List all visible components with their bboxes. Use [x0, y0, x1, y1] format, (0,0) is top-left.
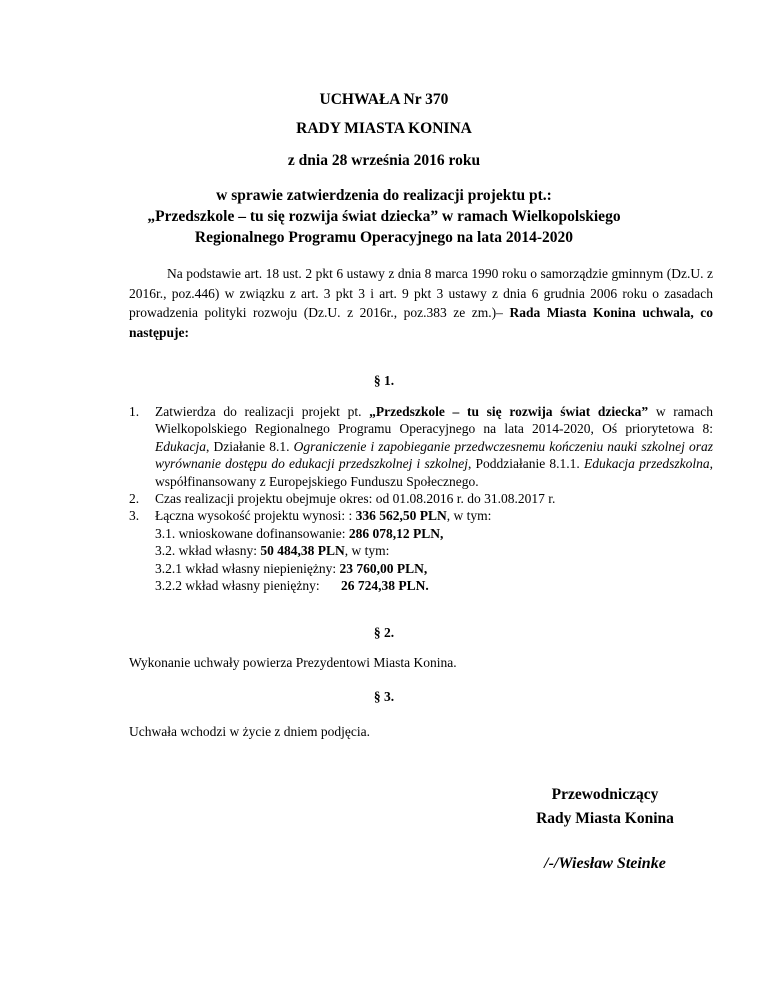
signature-body: Rady Miasta Konina	[536, 810, 674, 827]
item-text: , współfinansowany z Europejskiego Funduszu Społecznego.	[155, 456, 713, 489]
sub-item	[155, 560, 713, 577]
issuer: RADY MIASTA KONINA	[296, 120, 472, 137]
item-text: Łączna wysokość projektu wynosi: :	[155, 508, 356, 524]
sub-item	[155, 577, 713, 594]
section-heading: § 2.	[373, 625, 395, 640]
section-heading: § 3.	[373, 689, 395, 704]
sub-item-value: 50 484,38 PLN	[260, 543, 345, 559]
subject-line: Regionalnego Programu Operacyjnego na lata 2014-2020	[194, 229, 574, 246]
item-text: , w tym:	[446, 508, 492, 524]
section-3-text: Uchwała wchodzi w życie z dniem podjęcia.	[129, 724, 371, 739]
sub-item-label: 3.1. wnioskowane dofinansowanie:	[155, 525, 349, 541]
sub-item-value: 23 760,00 PLN,	[339, 560, 428, 576]
item-text: , Poddziałanie 8.1.1.	[467, 456, 584, 472]
legal-basis-bold: Rada Miasta Konina uchwala, co następuje:	[129, 305, 713, 340]
sub-item-label: 3.2. wkład własny:	[155, 543, 261, 559]
list-item	[129, 507, 713, 594]
total-amount: 336 562,50 PLN	[355, 508, 447, 524]
signature-name: /-/Wiesław Steinke	[544, 855, 666, 872]
sub-item	[155, 542, 713, 559]
sub-item-value: 26 724,38 PLN.	[340, 578, 429, 594]
item-text: w ramach Wielkopolskiego Regionalnego Programu Operacyjnego na lata 2014-2020, Oś priorytetowa 8:	[155, 404, 713, 437]
subject-line: „Przedszkole – tu się rozwija świat dziecka” w ramach Wielkopolskiego	[147, 208, 621, 225]
item-italic: Edukacja	[155, 438, 206, 454]
item-text: Czas realizacji projektu obejmuje okres: od 01.08.2016 r. do 31.08.2017 r.	[155, 491, 556, 507]
item-italic: Edukacja przedszkolna	[583, 456, 710, 472]
resolution-title: UCHWAŁA Nr 370	[319, 91, 449, 108]
item-italic: Ograniczenie i zapobieganie przedwczesnemu kończeniu nauki szkolnej oraz wyrównanie dostępu do edukacji przedszkolnej i szkolnej	[155, 438, 713, 472]
legal-basis-paragraph	[129, 264, 713, 342]
section-1-list	[129, 403, 713, 594]
item-number: 1.	[129, 404, 140, 419]
resolution-date: z dnia 28 września 2016 roku	[287, 152, 481, 169]
sub-item-value: 286 078,12 PLN,	[348, 525, 444, 541]
section-2-text: Wykonanie uchwały powierza Prezydentowi Miasta Konina.	[129, 655, 457, 670]
list-item	[129, 403, 713, 490]
resolution-subject	[0, 185, 768, 248]
sub-item	[155, 525, 713, 542]
item-text: Zatwierdza do realizacji projekt pt.	[155, 404, 370, 419]
item-text: , Działanie 8.1.	[205, 438, 294, 454]
section-heading: § 1.	[373, 373, 395, 388]
sub-item-label: 3.2.1 wkład własny niepieniężny:	[155, 560, 340, 576]
signature-role: Przewodniczący	[551, 786, 659, 803]
subject-line: w sprawie zatwierdzenia do realizacji projektu pt.:	[216, 187, 552, 204]
item-number: 2.	[129, 491, 140, 507]
sub-item-label: 3.2.2 wkład własny pieniężny:	[155, 578, 323, 594]
project-title: „Przedszkole – tu się rozwija świat dziecka”	[369, 404, 649, 419]
sub-item-suffix: , w tym:	[344, 543, 390, 559]
list-item	[129, 490, 713, 507]
legal-basis-text: Na podstawie art. 18 ust. 2 pkt 6 ustawy z dnia 8 marca 1990 roku o samorządzie gminnym (Dz.U. z 2016r., poz.446) w związku z art. 3 pkt 3 i art. 9 pkt 3 ustawy z dnia 6 grudnia 2006 roku o zasadach prowadzenia polityki rozwoju (Dz.U. z 2016r., poz.383 ze zm.)–	[129, 266, 713, 320]
item-number: 3.	[129, 508, 140, 524]
